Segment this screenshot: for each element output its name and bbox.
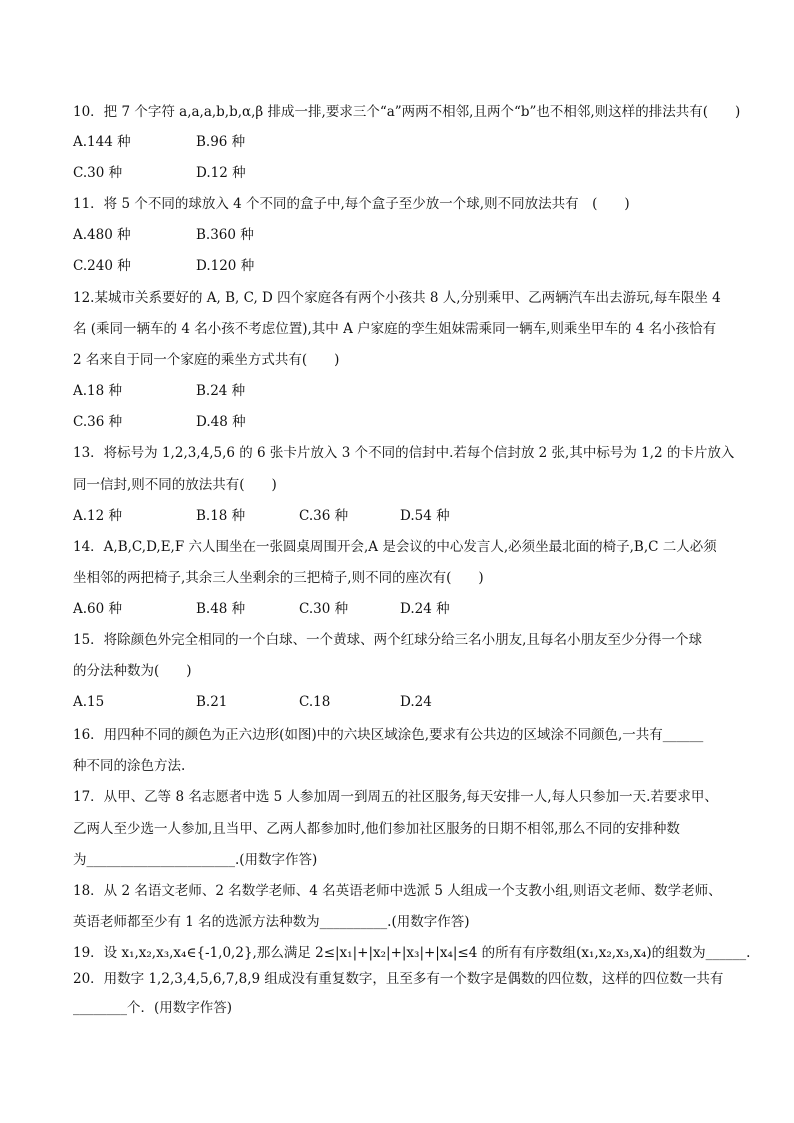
q15-stem-line-2: 的分法种数为( ) [73,663,192,679]
q12-option-a: A.18 种 [73,383,123,399]
q11-stem: 11．将 5 个不同的球放入 4 个不同的盒子中,每个盒子至少放一个球,则不同放法共有 ( ) [73,196,630,212]
q16-stem-line-2: 种不同的涂色方法. [73,758,186,774]
q18-stem-line-2: 英语老师都至少有 1 名的选派方法种数为__________.(用数字作答) [73,914,470,930]
q17-stem-line-1: 17．从甲、乙等 8 名志愿者中选 5 人参加周一到周五的社区服务,每天安排一人,每人只参加一天.若要求甲、 [73,789,718,805]
q15-option-b: B.21 [196,694,228,710]
q15-stem-line-1: 15．将除颜色外完全相同的一个白球、一个黄球、两个红球分给三名小朋友,且每名小朋友至少分得一个球 [73,632,702,648]
q14-stem-line-2: 坐相邻的两把椅子,其余三人坐剩余的三把椅子,则不同的座次有( ) [73,570,484,586]
q10-option-d: D.12 种 [196,165,246,181]
q14-stem-line-1: 14．A,B,C,D,E,F 六人围坐在一张圆桌周围开会,A 是会议的中心发言人,必须坐最北面的椅子,B,C 二人必须 [73,539,717,555]
q15-option-d: D.24 [400,694,432,710]
q15-option-a: A.15 [73,694,105,710]
q14-option-b: B.48 种 [196,601,246,617]
q12-option-b: B.24 种 [196,383,246,399]
q10-option-c: C.30 种 [73,165,123,181]
q10-stem: 10．把 7 个字符 a,a,a,b,b,α,β 排成一排,要求三个“a”两两不相邻,且两个“b”也不相邻,则这样的排法共有( ) [73,104,741,120]
q11-option-a: A.480 种 [73,227,131,243]
q11-option-c: C.240 种 [73,258,131,274]
q15-option-c: C.18 [299,694,331,710]
q13-option-c: C.36 种 [299,508,349,524]
q13-stem-line-2: 同一信封,则不同的放法共有( ) [73,477,277,493]
q19-stem: 19．设 x₁,x₂,x₃,x₄∈{-1,0,2},那么满足 2≤|x₁|+|x₂|+|x₃|+|x₄|≤4 的所有有序数组(x₁,x₂,x₃,x₄)的组数为______. [73,945,751,961]
q13-option-d: D.54 种 [400,508,450,524]
q12-option-c: C.36 种 [73,414,123,430]
q17-stem-line-3: 为______________________.(用数字作答) [73,852,318,868]
q11-option-b: B.360 种 [196,227,254,243]
q14-option-a: A.60 种 [73,601,123,617]
q10-option-a: A.144 种 [73,134,131,150]
q10-option-b: B.96 种 [196,134,246,150]
q12-option-d: D.48 种 [196,414,246,430]
q13-stem-line-1: 13．将标号为 1,2,3,4,5,6 的 6 张卡片放入 3 个不同的信封中.若每个信封放 2 张,其中标号为 1,2 的卡片放入 [73,445,735,461]
q20-stem-line-2: ________个．(用数字作答) [73,1000,233,1016]
q18-stem-line-1: 18．从 2 名语文老师、2 名数学老师、4 名英语老师中选派 5 人组成一个支教小组,则语文老师、数学老师、 [73,883,722,899]
q12-stem-line-2: 名 (乘同一辆车的 4 名小孩不考虑位置),其中 A 户家庭的孪生姐妹需乘同一辆车,则乘坐甲车的 4 名小孩恰有 [73,321,717,337]
q20-stem-line-1: 20．用数字 1,2,3,4,5,6,7,8,9 组成没有重复数字，且至多有一个数字是偶数的四位数，这样的四位数一共有 [73,971,724,987]
q13-option-a: A.12 种 [73,508,123,524]
q14-option-d: D.24 种 [400,601,450,617]
q14-option-c: C.30 种 [299,601,349,617]
q11-option-d: D.120 种 [196,258,255,274]
q12-stem-line-3: 2 名来自于同一个家庭的乘坐方式共有( ) [73,352,340,368]
q17-stem-line-2: 乙两人至少选一人参加,且当甲、乙两人都参加时,他们参加社区服务的日期不相邻,那么不同的安排种数 [73,821,680,837]
q12-stem-line-1: 12.某城市关系要好的 A, B, C, D 四个家庭各有两个小孩共 8 人,分别乘甲、乙两辆汽车出去游玩,每车限坐 4 [73,290,721,306]
q13-option-b: B.18 种 [196,508,246,524]
q16-stem-line-1: 16．用四种不同的颜色为正六边形(如图)中的六块区域涂色,要求有公共边的区域涂不同颜色,一共有______ [73,727,704,743]
